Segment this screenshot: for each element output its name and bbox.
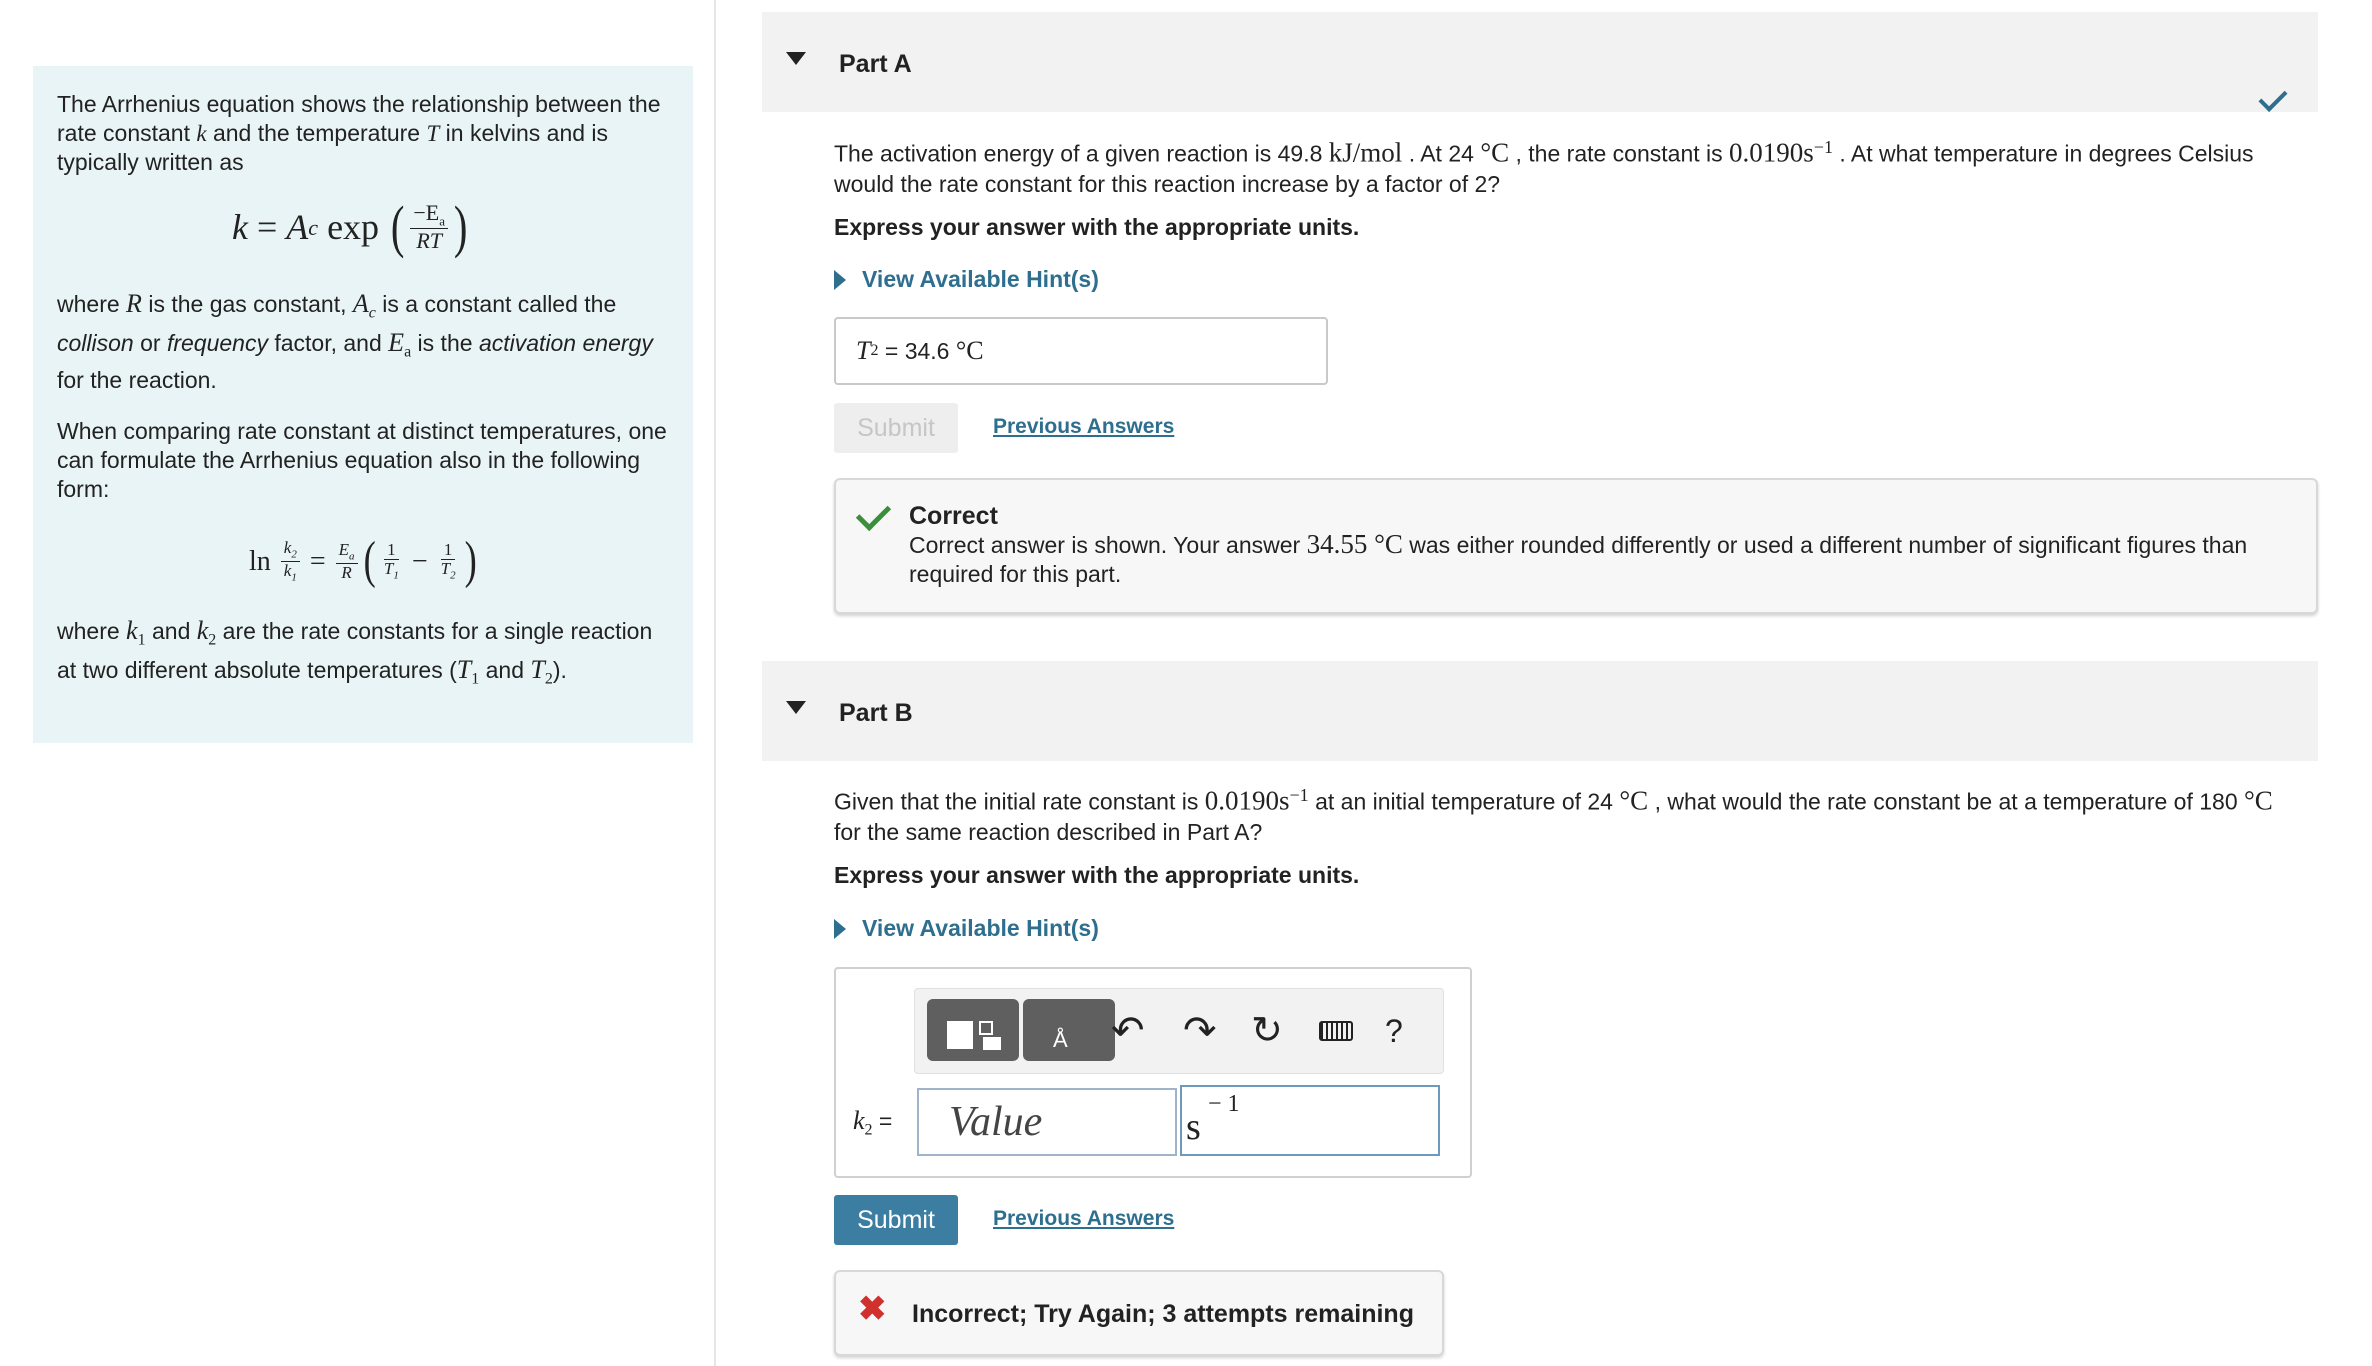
part-b-previous-answers-link[interactable]: Previous Answers bbox=[993, 1207, 1175, 1230]
intro-paragraph-3: When comparing rate constant at distinct temperatures, one can formulate the Arrhenius equation also in the following form: bbox=[57, 418, 667, 503]
part-a-question: The activation energy of a given reaction is 49.8 kJ/mol . At 24 °C , the rate constant is $0.0190s^{-1}$ . At what temperature in degrees Celsius would the rate constant for this reaction increase by a factor of 2? bbox=[834, 137, 2254, 197]
intro-paragraph-2: where R is the gas constant, $A_c$ is a constant called the collison or frequency factor, and $E_a$ is the activation energy for the reaction. bbox=[57, 289, 653, 394]
part-a-previous-answers-link[interactable]: Previous Answers bbox=[993, 415, 1175, 438]
correct-check-icon bbox=[856, 496, 891, 531]
part-b-instruction: Express your answer with the appropriate units. bbox=[834, 862, 1360, 888]
reset-icon[interactable]: ↻ bbox=[1251, 1010, 1283, 1052]
part-b-submit-button[interactable]: Submit bbox=[834, 1195, 958, 1245]
unit-base: s bbox=[1186, 1106, 1201, 1148]
part-a-header[interactable] bbox=[762, 12, 2318, 112]
incorrect-x-icon: ✖ bbox=[858, 1290, 887, 1328]
part-b-answer-label: $k_2$ = bbox=[853, 1106, 893, 1139]
part-a-title: Part A bbox=[839, 50, 912, 78]
feedback-title: Correct bbox=[909, 502, 998, 530]
collapse-triangle-icon[interactable] bbox=[786, 701, 806, 714]
part-a-answer-field: T 2 = 34.6 °C bbox=[834, 317, 1328, 385]
intro-paragraph-1: The Arrhenius equation shows the relationship between the rate constant k and the temperature T in kelvins and is typically written as bbox=[57, 91, 661, 175]
part-a-instruction: Express your answer with the appropriate units. bbox=[834, 214, 1360, 240]
arrhenius-two-point-equation: ln $\frac{k_2}{k_1}$ = $\frac{E_a}{R}$ ( $\frac{1}{T_1}$ − $\frac{1}{T_2}$ ) bbox=[249, 532, 477, 590]
unit-exponent: − 1 bbox=[1208, 1091, 1240, 1117]
part-a-hint-toggle[interactable]: View Available Hint(s) bbox=[834, 266, 1099, 293]
feedback-message: Correct answer is shown. Your answer 34.55 °C was either rounded differently or used a different number of significant figures than required for this part. bbox=[909, 529, 2248, 587]
templates-icon bbox=[947, 1021, 973, 1049]
part-a-feedback bbox=[834, 478, 2318, 614]
units-input[interactable] bbox=[1180, 1085, 1440, 1156]
redo-icon[interactable]: ↷ bbox=[1183, 1009, 1217, 1053]
math-toolbar bbox=[914, 988, 1444, 1074]
part-b-hint-toggle[interactable]: View Available Hint(s) bbox=[834, 915, 1099, 942]
units-button[interactable] bbox=[1023, 999, 1115, 1061]
intro-paragraph-4: where $k_1$ and $k_2$ are the rate constants for a single reaction at two different absolute temperatures ($T_1$ and $T_2$). bbox=[57, 616, 653, 688]
arrhenius-equation: k = A c exp ( $\frac{-E_a}{RT}$ ) bbox=[232, 194, 468, 259]
part-a-submit-button: Submit bbox=[834, 403, 958, 453]
expand-triangle-icon bbox=[834, 270, 846, 290]
value-input[interactable]: Value bbox=[917, 1088, 1177, 1156]
help-icon[interactable]: ? bbox=[1385, 1013, 1403, 1049]
part-b-title: Part B bbox=[839, 699, 913, 727]
templates-button[interactable] bbox=[927, 999, 1019, 1061]
feedback-title: Incorrect; Try Again; 3 attempts remaining bbox=[912, 1300, 1414, 1328]
expand-triangle-icon bbox=[834, 919, 846, 939]
column-divider bbox=[714, 0, 716, 1366]
undo-icon[interactable]: ↶ bbox=[1111, 1009, 1145, 1053]
collapse-triangle-icon[interactable] bbox=[786, 52, 806, 65]
part-b-header[interactable] bbox=[762, 661, 2318, 761]
part-b-feedback bbox=[834, 1270, 1444, 1356]
units-icon: Å bbox=[1053, 1027, 1068, 1052]
intro-panel bbox=[33, 66, 693, 743]
keyboard-icon[interactable] bbox=[1319, 1021, 1353, 1041]
part-b-question: Given that the initial rate constant is $0.0190s^{-1}$ at an initial temperature of 24 °C , what would the rate constant be at a temperature of 180 °C for the same reaction described in Part A? bbox=[834, 785, 2273, 845]
